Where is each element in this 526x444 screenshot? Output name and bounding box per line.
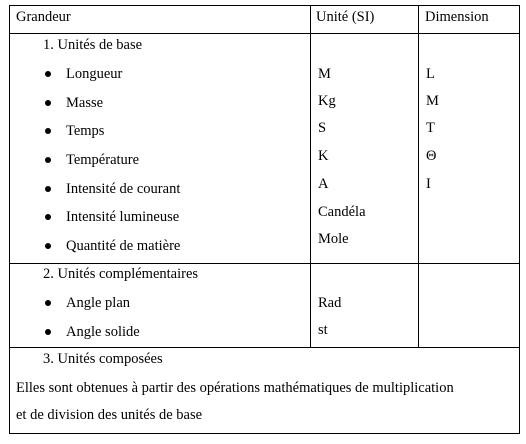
header-unite: Unité (SI) — [316, 9, 375, 25]
row-unite: Rad — [318, 295, 342, 311]
row-grandeur: Angle plan — [66, 295, 131, 311]
row-grandeur: Temps — [66, 123, 105, 139]
row-unite: S — [318, 120, 327, 136]
row-grandeur: Quantité de matière — [66, 238, 181, 254]
row-unite: M — [318, 66, 331, 82]
bullet-icon — [45, 100, 51, 106]
section1-bottom-border — [9, 263, 520, 264]
bullet-icon — [45, 128, 51, 134]
row-unite: Mole — [318, 231, 349, 247]
bullet-icon — [45, 300, 51, 306]
bullet-icon — [45, 243, 51, 249]
bullet-icon — [45, 71, 51, 77]
row-unite: Kg — [318, 93, 336, 109]
table-border-left — [9, 5, 10, 434]
row-grandeur: Longueur — [66, 66, 123, 82]
section2-title: 2. Unités complémentaires — [43, 266, 199, 282]
row-dimension: T — [426, 120, 435, 136]
row-grandeur: Température — [66, 152, 140, 168]
row-grandeur: Intensité de courant — [66, 181, 181, 197]
row-grandeur: Intensité lumineuse — [66, 209, 180, 225]
table-border-bottom — [9, 433, 520, 434]
column-divider-dimension — [418, 5, 419, 348]
header-grandeur: Grandeur — [16, 9, 71, 25]
section2-bottom-border — [9, 347, 520, 348]
section1-title: 1. Unités de base — [43, 37, 143, 53]
row-grandeur: Angle solide — [66, 324, 140, 340]
section3-text-line1: Elles sont obtenues à partir des opérations mathématiques de multiplication — [16, 380, 454, 396]
bullet-icon — [45, 329, 51, 335]
row-grandeur: Masse — [66, 95, 104, 111]
table-border-top — [9, 5, 520, 6]
table-border-right — [519, 5, 520, 434]
row-unite: A — [318, 176, 329, 192]
row-unite: Candéla — [318, 204, 366, 220]
row-dimension: M — [426, 93, 439, 109]
row-dimension: I — [426, 176, 431, 192]
row-unite: st — [318, 322, 328, 338]
bullet-icon — [45, 214, 51, 220]
row-dimension: Θ — [426, 148, 437, 164]
row-unite: K — [318, 148, 329, 164]
row-dimension: L — [426, 66, 435, 82]
column-divider-unite — [310, 5, 311, 348]
header-dimension: Dimension — [425, 9, 489, 25]
bullet-icon — [45, 157, 51, 163]
section3-title: 3. Unités composées — [43, 351, 163, 367]
section3-text-line2: et de division des unités de base — [16, 407, 203, 423]
bullet-icon — [45, 186, 51, 192]
header-bottom-border — [9, 33, 520, 34]
